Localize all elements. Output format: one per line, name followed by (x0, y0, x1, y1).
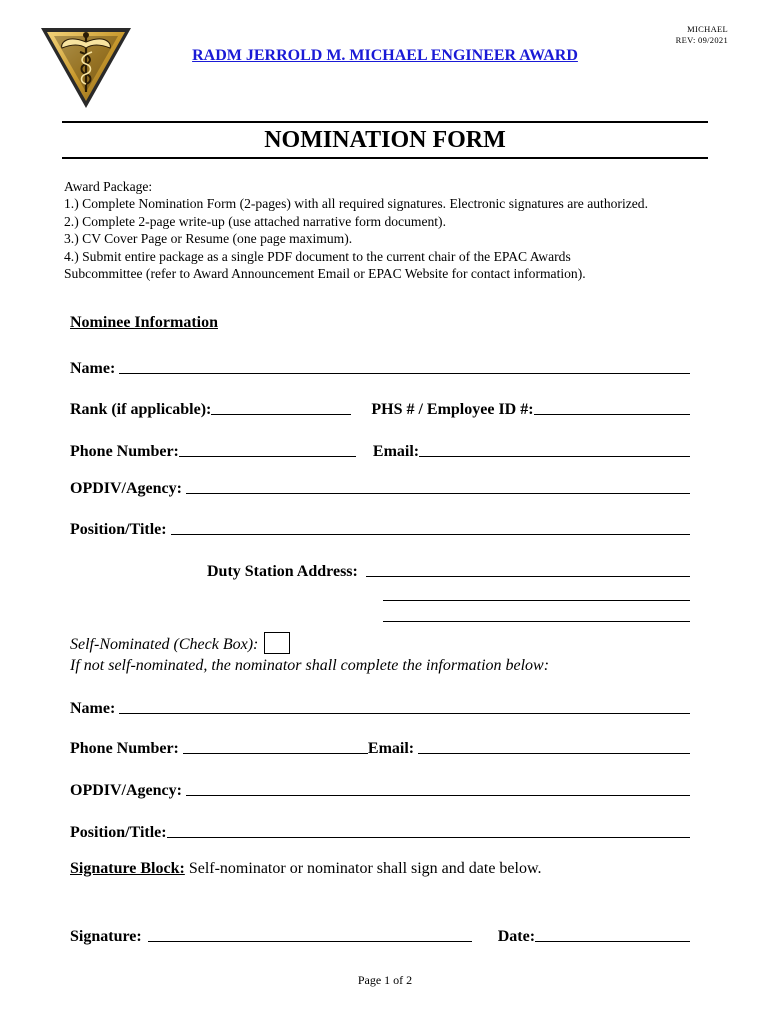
signature-block (70, 860, 542, 878)
instruction-line: Subcommittee (refer to Award Announcement Email or EPAC Website for contact information). (64, 266, 586, 282)
nominator-email-label: Email: (367, 740, 415, 757)
self-nominated-label: Self-Nominated (Check Box): (70, 636, 259, 653)
self-nominated-section (70, 632, 549, 676)
nominee-rank-field[interactable] (211, 399, 351, 415)
nominee-rank-row (70, 397, 690, 419)
instruction-line: 1.) Complete Nomination Form (2-pages) with all required signatures. Electronic signatures are authorized. (64, 196, 648, 212)
caduceus-emblem-icon (40, 26, 132, 110)
nominee-phs-label: PHS # / Employee ID #: (371, 401, 534, 418)
nominator-name-field[interactable] (119, 698, 690, 714)
title-rule-top (62, 121, 708, 123)
nominator-name-row (70, 696, 690, 718)
nominee-position-field[interactable] (171, 519, 690, 535)
duty-station-label: Duty Station Address: (207, 563, 358, 580)
signature-label: Signature: (70, 928, 142, 945)
self-nominated-checkbox[interactable] (264, 632, 290, 654)
nominee-phone-label: Phone Number: (70, 443, 179, 460)
nominator-opdiv-field[interactable] (186, 780, 690, 796)
self-nominated-note: If not self-nominated, the nominator shall complete the information below: (70, 657, 550, 674)
nominator-name-label: Name: (70, 700, 116, 717)
nominator-position-row (70, 820, 690, 842)
nominee-opdiv-field[interactable] (186, 478, 690, 494)
instruction-line: 4.) Submit entire package as a single PDF document to the current chair of the EPAC Awards (64, 248, 571, 264)
award-package-instructions (64, 178, 648, 282)
duty-station-field-1[interactable] (366, 561, 690, 577)
nominee-opdiv-row (70, 476, 690, 498)
nominator-email-field[interactable] (418, 738, 690, 754)
nominee-email-label: Email: (372, 443, 420, 460)
nominee-position-label: Position/Title: (70, 521, 167, 538)
nominee-phone-row (70, 439, 690, 461)
instruction-line: 2.) Complete 2-page write-up (use attached narrative form document). (64, 213, 446, 229)
duty-station-field-2[interactable] (383, 600, 690, 601)
nominator-opdiv-row (70, 778, 690, 800)
nominee-phone-field[interactable] (179, 441, 356, 457)
nominator-opdiv-label: OPDIV/Agency: (70, 782, 182, 799)
rev-line-2: REV: 09/2021 (675, 35, 728, 45)
instruction-line: Award Package: (64, 179, 153, 194)
signature-field[interactable] (148, 926, 472, 942)
page-number: Page 1 of 2 (357, 973, 413, 987)
signature-row (70, 924, 690, 946)
duty-station-row (207, 559, 690, 581)
nominator-position-field[interactable] (167, 822, 690, 838)
page-title: NOMINATION FORM (264, 127, 506, 153)
duty-station-field-3[interactable] (383, 621, 690, 622)
signature-block-text: Self-nominator or nominator shall sign and date below. (184, 860, 542, 877)
award-title: RADM JERROLD M. MICHAEL ENGINEER AWARD (192, 47, 578, 64)
rev-line-1: MICHAEL (687, 24, 728, 34)
nominator-phone-row (70, 736, 690, 758)
nominator-phone-field[interactable] (183, 738, 368, 754)
nominee-email-field[interactable] (419, 441, 690, 457)
nominee-name-row (70, 356, 690, 378)
nominee-name-label: Name: (70, 360, 116, 377)
date-field[interactable] (535, 926, 690, 942)
nominee-opdiv-label: OPDIV/Agency: (70, 480, 182, 497)
nominee-rank-label: Rank (if applicable): (70, 401, 212, 418)
nominator-position-label: Position/Title: (70, 824, 167, 841)
nominee-section-heading: Nominee Information (70, 314, 218, 331)
nominee-position-row (70, 517, 690, 539)
revision-note (676, 24, 728, 46)
nominee-phs-field[interactable] (534, 399, 690, 415)
date-label: Date: (497, 928, 536, 945)
nominee-name-field[interactable] (119, 358, 690, 374)
instruction-line: 3.) CV Cover Page or Resume (one page maximum). (64, 231, 353, 247)
signature-block-heading: Signature Block: (70, 860, 185, 877)
nominator-phone-label: Phone Number: (70, 740, 179, 757)
title-rule-bottom (62, 157, 708, 159)
